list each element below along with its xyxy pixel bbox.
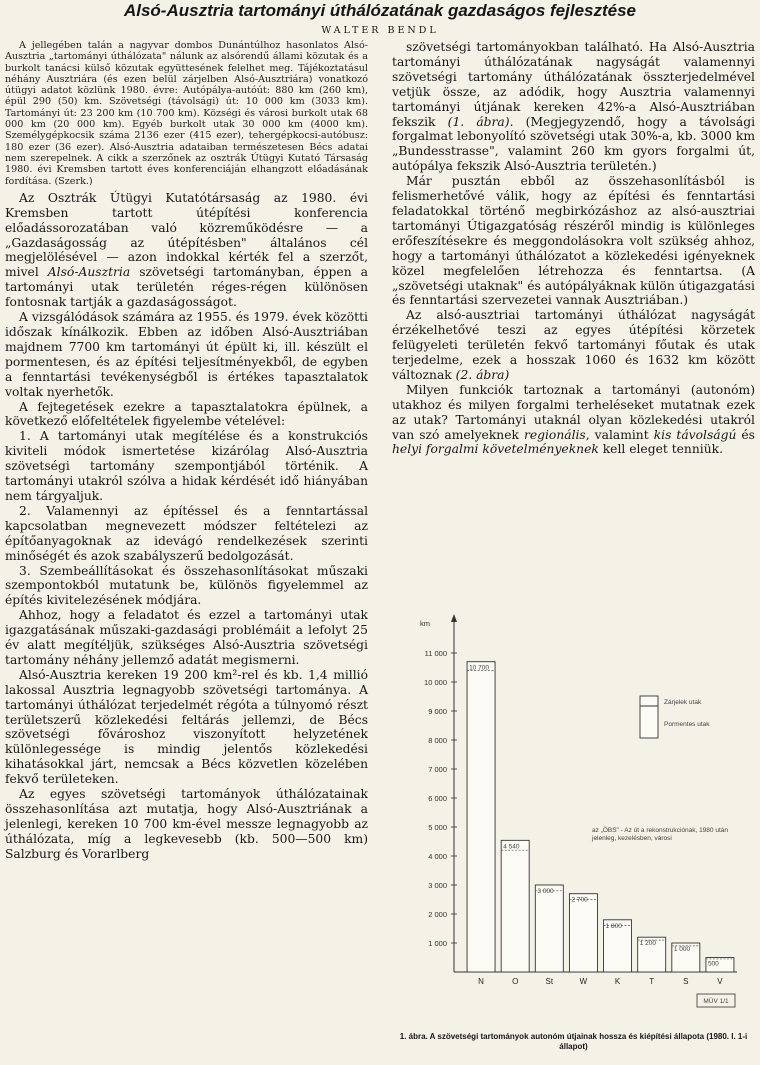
y-tick-label: 2 000 bbox=[428, 910, 447, 919]
bar-value-label: 1 200 bbox=[639, 940, 656, 948]
right-body-text bbox=[392, 40, 755, 457]
stamp-label: MÜV 1/1 bbox=[703, 998, 729, 1005]
bar-value-label: 4 540 bbox=[503, 843, 520, 851]
bar-chart bbox=[392, 604, 755, 1029]
category-label: S bbox=[683, 977, 689, 986]
bar-value-label: 10 700 bbox=[469, 664, 489, 672]
left-paragraph: Ahhoz, hogy a feladatot és ezzel a tartományi utak igazgatásának műszaki-gazdasági problémáit a lefolyt 25 év alatt megítéljük, szükséges Alsó-Ausztria szövetségi tartomány néhány jellemző adatát megismerni. bbox=[5, 608, 368, 667]
y-tick-label: 5 000 bbox=[428, 823, 447, 832]
y-tick-label: 7 000 bbox=[428, 765, 447, 774]
left-column bbox=[5, 40, 368, 862]
chart-annotation-2: jelenleg, kezelésben, városi bbox=[592, 835, 672, 842]
category-label: O bbox=[512, 977, 519, 986]
y-tick-label: 10 000 bbox=[424, 678, 447, 687]
y-tick-label: 1 000 bbox=[428, 939, 447, 948]
left-body-text bbox=[5, 191, 368, 862]
y-axis-label: km bbox=[420, 619, 430, 628]
legend-item: Pormentes utak bbox=[664, 721, 710, 728]
left-paragraph: Az egyes szövetségi tartományok úthálózatainak összehasonlítása azt mutatja, hogy Alsó-Ausztriának a jelenlegi, kereken 10 700 km-ével messze legnagyobb az úthálózata, míg a legkevesebb (kb. 500—500 km) Salzburg és Vorarlberg bbox=[5, 787, 368, 861]
right-paragraph: szövetségi tartományokban található. Ha Alsó-Ausztria tartományi úthálózatának nagyságát valamennyi szövetségi tartomány úthálózatának összterjedelmével vetjük össze, az adódik, hogy Ausztria valamennyi tartományi útjának kereken 42%-a Alsó-Ausztriában fekszik (1. ábra). (Megjegyzendő, hogy a távolsági forgalmat lebonyolító szövetségi utak 30%-a, kb. 3000 km „Bundesstrasse", valamint 260 km gyors forgalmi út, autópálya fekszik Alsó-Ausztria területén.) bbox=[392, 40, 755, 174]
y-tick-label: 9 000 bbox=[428, 707, 447, 716]
legend-box bbox=[640, 696, 658, 738]
category-label: V bbox=[717, 977, 723, 986]
bar-value-label: 1 000 bbox=[673, 946, 691, 953]
y-tick-label: 6 000 bbox=[428, 794, 447, 803]
left-paragraph: 2. Valamennyi az építéssel és a fenntartással kapcsolatban megnevezett módszer feltételezi az építőanyagoknak az idevágó rendelkezések szerinti minőségét és azok szabályszerű bedolgozását. bbox=[5, 503, 368, 563]
figure-1 bbox=[392, 604, 755, 1064]
left-paragraph: Az Osztrák Útügyi Kutatótársaság az 1980. évi Kremsben tartott útépítési konferencia előadássorozatában való közreműködésre — a „Gazdaságosság az útépítésben" általános cél megjelölésével — azon indokkal kérték fel a szerzőt, mivel Alsó-Ausztria szövetségi tartományban, éppen a tartományi utak területén réges-régen különösen fontosnak tartják a gazdaságosságot. bbox=[5, 190, 368, 310]
bar-outer bbox=[467, 662, 495, 972]
bar-value-label: 500 bbox=[707, 960, 719, 968]
category-label: N bbox=[478, 977, 484, 986]
left-paragraph: Alsó-Ausztria kereken 19 200 km²-rel és kb. 1,4 millió lakossal Ausztria legnagyobb szövetségi tartománya. A tartományi úthálózat terjedelmét régóta a túlnyomó részt területszerű közlekedési feltárás jellemzi, de Bécs szövetségi fővároshoz viszonyított helyzetének különlegessége is mindig jelentős közlekedési kihatásokkal járt, nemcsak a Bécs közvetlen közelében fekvő területeken. bbox=[5, 667, 368, 787]
left-paragraph: A fejtegetések ezekre a tapasztalatokra épülnek, a következő előfeltételek figyelembe vételével: bbox=[5, 399, 368, 429]
right-paragraph: Milyen funkciók tartoznak a tartományi (autonóm) utakhoz és milyen forgalmi terheléseket mutatnak ezek az utak? Tartományi utaknál olyan közlekedési utakról van szó amelyeknek regionális, valamint kis távolságú és helyi forgalmi követelményeknek kell eleget tenniük. bbox=[392, 382, 755, 457]
y-tick-label: 3 000 bbox=[428, 881, 447, 890]
y-tick-label: 8 000 bbox=[428, 736, 447, 745]
bar-outer bbox=[501, 840, 529, 972]
legend-item: Zárjelek utak bbox=[664, 699, 702, 706]
left-paragraph: 1. A tartományi utak megítélése és a konstrukciós kiviteli módok ismertetése kizárólag Alsó-Ausztria szövetségi tartomány szempontjából történik. A tartományi utakról szólva a hidak kérdését idő hiányában nem tárgyaljuk. bbox=[5, 429, 368, 503]
figure-caption: 1. ábra. A szövetségi tartományok autonóm útjainak hossza és kiépítési állapota (1980. I. 1-i állapot) bbox=[399, 1032, 748, 1051]
bar-outer bbox=[569, 894, 597, 972]
bar-value-label: 2 700 bbox=[571, 896, 588, 904]
left-paragraph: 3. Szembeállításokat és összehasonlításokat műszaki szempontokból mutatunk be, különös figyelemmel az építés kivitelezésének módjára. bbox=[5, 563, 368, 608]
article-title: Alsó-Ausztria tartományi úthálózatának gazdaságos fejlesztése bbox=[123, 1, 637, 20]
y-axis-arrow bbox=[451, 614, 457, 622]
bar-value-label: 3 000 bbox=[537, 888, 554, 895]
y-tick-label: 4 000 bbox=[428, 852, 447, 861]
right-paragraph: Már pusztán ebből az összehasonlításból is felismerhetővé válik, hogy az építési és fenntartási feladatokkal történő megbirkózáshoz az alsó-ausztriai tartományi Útigazgatóság részéről mindig is különleges erőfeszítésekre és meggondolásokra volt szükség ahhoz, hogy a tartományi úthálózatot a közlekedési igényeknek közel megfelelően létrehozza és fenntartsa. (A „szövetségi utaknak" és autópályáknak külön útigazgatási és fenntartási szervezetei vannak Ausztriában.) bbox=[392, 174, 755, 308]
chart-annotation: az „ÖBS" - Az út a rekonstrukciónak, 1980 után bbox=[592, 827, 728, 834]
y-tick-label: 11 000 bbox=[424, 649, 447, 658]
right-paragraph: Az alsó-ausztriai tartományi úthálózat nagyságát érzékelhetővé teszi az egyes útépítési körzetek felügyeleti területén fekvő tartományi főutak és utak terjedelme, ezek a hosszak 1060 és 1632 km között változnak (2. ábra) bbox=[392, 308, 755, 382]
category-label: K bbox=[614, 977, 621, 986]
editorial-abstract: A jellegében talán a nagyvar dombos Dunántúlhoz hasonlatos Alsó-Ausztria „tartományi úthálózata" nálunk az alsórendű állami közutak és a burkolt tanácsi külső közutak együttesének felelhet meg. Tájékoztatásul néhány Ausztriára (és ezen belül zárjelben Alsó-Ausztriára) vonatkozó útügyi adatot közlünk 1980. évre: Autópálya-autóút: 880 km (260 km), épül 290 (50) km. Szövetségi (távolsági) út: 10 000 km (3033 km). Tartományi út: 23 200 km (10 700 km). Községi és városi burkolt utak 68 000 km (20 000 km). Egyéb burkolt utak 30 000 km (4000 km). Személygépkocsik száma 2136 ezer (415 ezer), tehergépkocsi-autóbusz: 180 ezer (36 ezer). Alsó-Ausztria adataiban természetesen Bécs adatai nem szerepelnek. A cikk a szerzőnek az osztrák Útügyi Kutató Társaság 1980. évi Kremsben tartott éves konferenciáján elhangzott előadásának fordítása. (Szerk.) bbox=[5, 40, 368, 187]
category-label: W bbox=[579, 977, 588, 986]
bar-value-label: 1 800 bbox=[605, 922, 622, 930]
category-label: T bbox=[649, 977, 655, 986]
category-label: St bbox=[545, 977, 554, 986]
bar-outer bbox=[535, 885, 563, 972]
author-name: WALTER BENDL bbox=[321, 25, 439, 36]
left-paragraph: A vizsgálódások számára az 1955. és 1979. évek közötti időszak kínálkozik. Ebben az időben Alsó-Ausztriában majdnem 7700 km tartományi út épült ki, ill. készült el pormentesen, és az építési teljesítményekből, de egyben a fenntartási tevékenységből is értékes tapasztalatok voltak nyerhetők. bbox=[5, 310, 368, 399]
right-column bbox=[392, 40, 755, 457]
